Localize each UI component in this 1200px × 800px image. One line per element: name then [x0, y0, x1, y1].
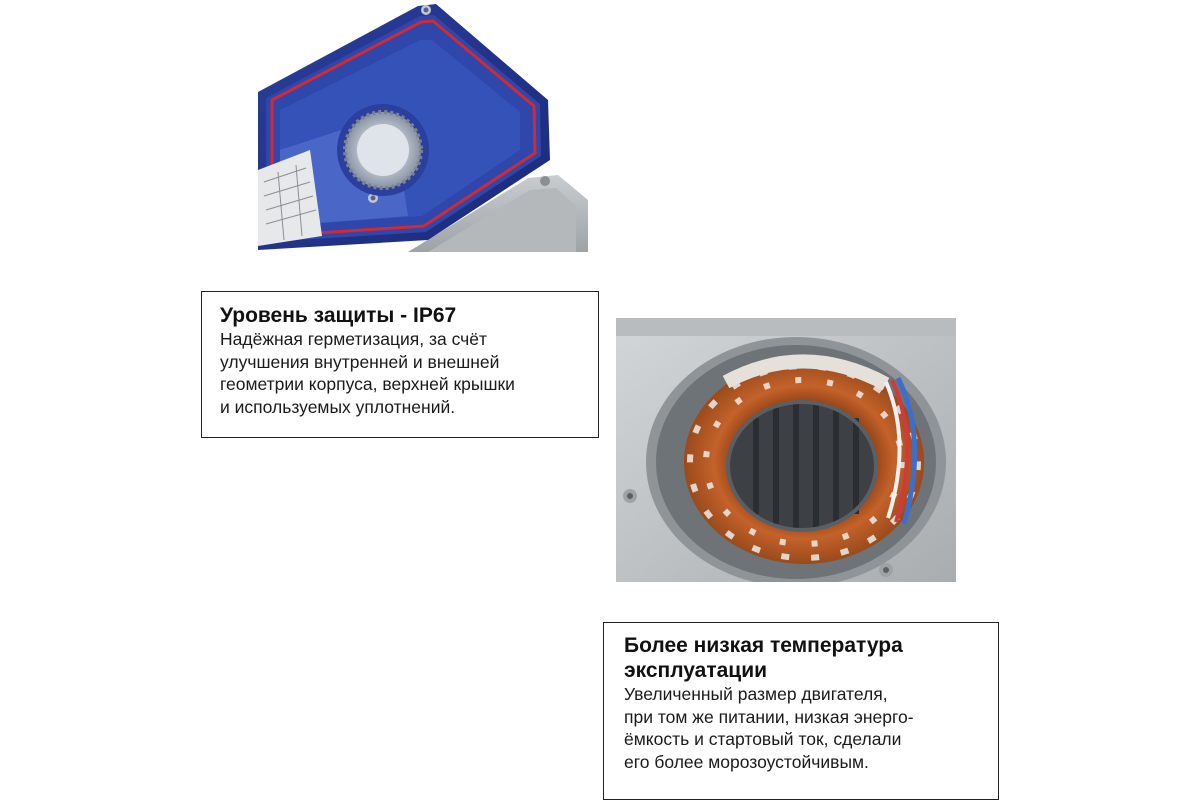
feature-title — [624, 633, 980, 683]
terminal-box-photo — [258, 0, 588, 252]
feature-title: Уровень защиты - IP67 — [220, 304, 457, 327]
feature-description-line: геометрии корпуса, верхней крышки — [220, 374, 515, 394]
feature-description — [220, 328, 580, 418]
feature-description-line: и используемых уплотнений. — [220, 396, 456, 417]
feature-description-line: его более морозоустойчивым. — [624, 751, 869, 772]
feature-description-line: Увеличенный размер двигателя, — [624, 684, 888, 704]
feature-description — [624, 683, 980, 773]
feature-card-temperature — [603, 622, 999, 800]
stator-winding-photo — [616, 318, 956, 582]
feature-title-line: Более низкая температура — [624, 634, 903, 657]
feature-description-line: Надёжная герметизация, за счёт — [220, 329, 487, 349]
feature-description-line: ёмкость и стартовый ток, сделали — [624, 729, 902, 749]
feature-card-ip67 — [201, 291, 599, 438]
feature-description-line: улучшения внутренней и внешней — [220, 351, 500, 372]
feature-description-line: при том же питании, низкая энерго- — [624, 706, 914, 727]
feature-title-line: эксплуатации — [624, 659, 768, 682]
